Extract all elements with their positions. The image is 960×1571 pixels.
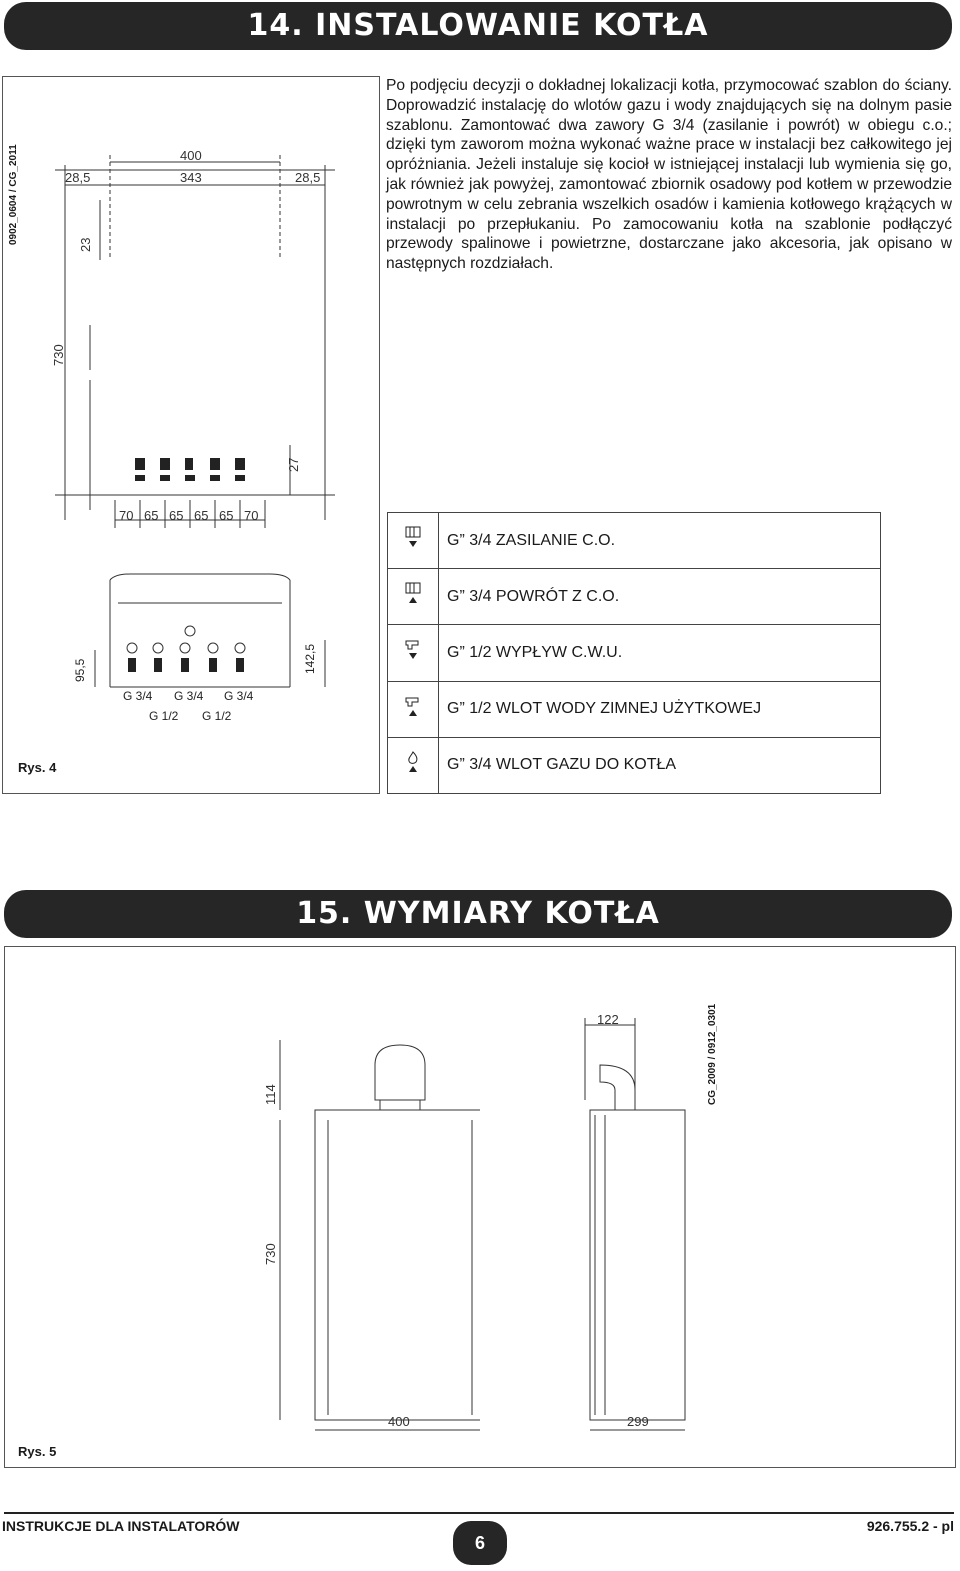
tap-outlet-icon	[160, 458, 170, 470]
g34-label-2: G 3/4	[174, 689, 204, 703]
mounting-template-drawing	[20, 80, 380, 550]
legend-row	[388, 625, 881, 681]
connection-legend	[387, 512, 881, 794]
legend-row	[388, 513, 881, 569]
dim-400: 400	[180, 148, 202, 163]
legend-row	[388, 737, 881, 793]
legend-label: G” 3/4 POWRÓT Z C.O.	[439, 569, 881, 625]
radiator-return-icon	[388, 569, 439, 625]
boiler-side-view	[575, 1010, 735, 1440]
footer-left-text: INSTRUKCJE DLA INSTALATORÓW	[2, 1518, 240, 1534]
dim-142-5: 142,5	[303, 643, 317, 674]
dim-95-5: 95,5	[73, 658, 87, 682]
dim-299: 299	[627, 1414, 649, 1429]
dim-spacing-5: 65	[219, 508, 234, 523]
g34-label-3: G 3/4	[224, 689, 254, 703]
legend-row	[388, 569, 881, 625]
g34-label-1: G 3/4	[123, 689, 153, 703]
tap-inlet-icon	[388, 681, 439, 737]
dim-spacing-2: 65	[144, 508, 159, 523]
legend-row	[388, 681, 881, 737]
template-connection-icons	[135, 458, 245, 481]
dim-730: 730	[51, 344, 66, 366]
figure-4-code: 0902_0604 / CG_2011	[8, 144, 19, 245]
figure-5-label: Rys. 5	[18, 1444, 57, 1459]
dim-23: 23	[78, 237, 93, 252]
dim-28-5-left: 28,5	[65, 170, 91, 185]
radiator-return-icon	[235, 458, 245, 470]
tap-inlet-icon	[210, 458, 220, 470]
connection-view-drawing	[70, 570, 370, 730]
gas-flame-icon	[388, 737, 439, 793]
boiler-front-view	[260, 1010, 480, 1440]
dim-spacing-4: 65	[194, 508, 209, 523]
dim-114: 114	[263, 1084, 278, 1105]
gas-flame-icon	[185, 458, 193, 470]
legend-label: G” 3/4 ZASILANIE C.O.	[439, 513, 881, 569]
dim-400-front: 400	[388, 1414, 410, 1429]
legend-label: G” 1/2 WYPŁYW C.W.U.	[439, 625, 881, 681]
figure-4-label: Rys. 4	[18, 760, 57, 775]
dim-spacing-1: 70	[119, 508, 134, 523]
dim-spacing-3: 65	[169, 508, 184, 523]
tap-outlet-icon	[388, 625, 439, 681]
g12-label-2: G 1/2	[202, 709, 232, 723]
dim-730-front: 730	[263, 1243, 278, 1265]
dim-28-5-right: 28,5	[295, 170, 321, 185]
footer-divider	[4, 1512, 954, 1514]
section-15-title: 15. WYMIARY KOTŁA	[4, 890, 952, 938]
section-14-paragraph: Po podjęciu decyzji o dokładnej lokalizacji kotła, przymocować szablon do ściany. Doprowadzić instalację do wlotów gazu i wody znajdujących się na dolnym pasie szablonu. Zamontować dwa zawory G 3/4 (zasilanie i powrót) w obiegu c.o.; dzięki tym zaworom można wykonać ważne prace w instalacji bez całkowitego jej opróżniania. Jeżeli instaluje się kocioł w istniejącej instalacji lub wymienia się go, jak również jak powyżej, zamontować zbiornik osadowy pod kotłem w przewodzie powrotnym w celu zebrania wszelkich osadów i kamienia kotłowego krążących w instalacji po przepłukaniu. Po zamocowaniu kotła na szablonie podłączyć przewody spalinowe i powietrzne, dostarczane jako akcesoria, jak opisano w następnych rozdziałach.	[386, 77, 952, 273]
radiator-supply-icon	[388, 513, 439, 569]
footer-right-text: 926.755.2 - pl	[866, 1518, 954, 1534]
page-number: 6	[453, 1521, 507, 1565]
g12-label-1: G 1/2	[149, 709, 179, 723]
section-14-title: 14. INSTALOWANIE KOTŁA	[4, 2, 952, 50]
legend-label: G” 3/4 WLOT GAZU DO KOTŁA	[439, 737, 881, 793]
figure-5-code: CG_2009 / 0912_0301	[707, 1003, 718, 1105]
dim-27: 27	[286, 457, 301, 472]
radiator-supply-icon	[135, 458, 145, 470]
legend-label: G” 1/2 WLOT WODY ZIMNEJ UŻYTKOWEJ	[439, 681, 881, 737]
figure-5-frame	[4, 946, 956, 1468]
dim-122: 122	[597, 1012, 619, 1027]
dim-343: 343	[180, 170, 202, 185]
dim-spacing-6: 70	[244, 508, 259, 523]
